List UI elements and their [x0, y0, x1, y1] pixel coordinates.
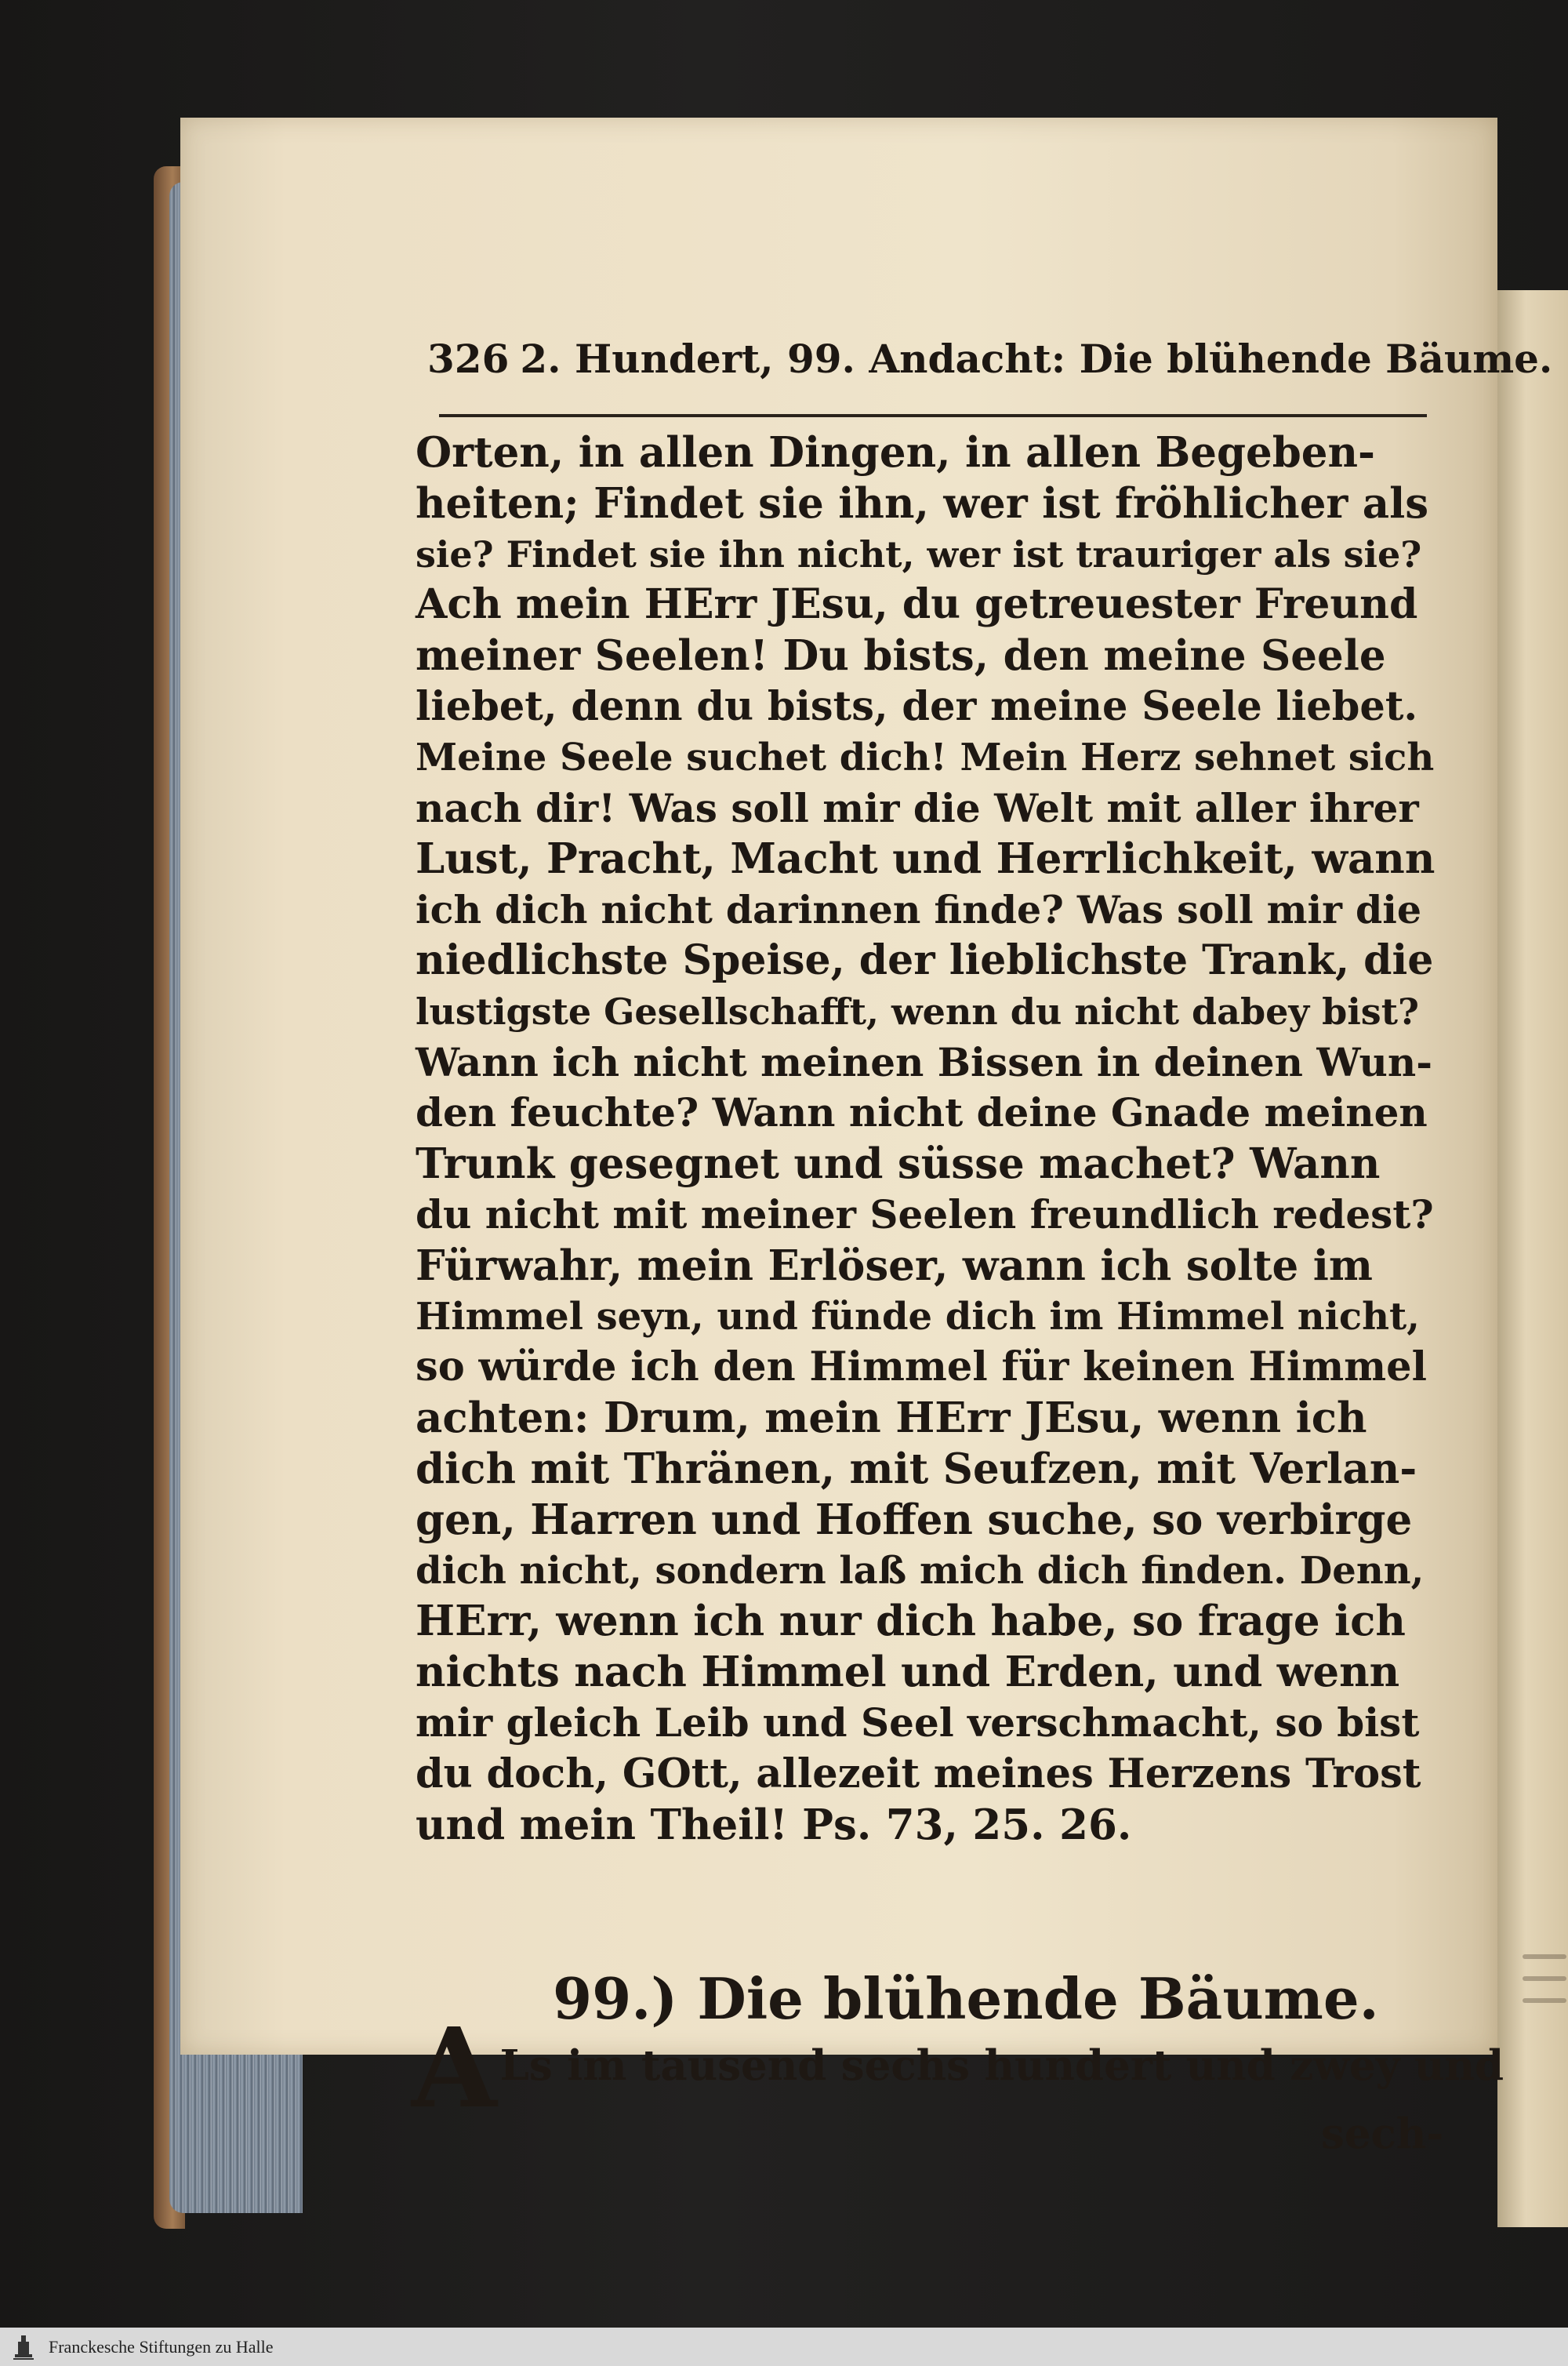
text-line: heiten; Findet sie ihn, wer ist fröhlicher als [416, 478, 1429, 528]
text-line: Trunk gesegnet und süsse machet? Wann [416, 1139, 1381, 1189]
catchword: sech- [1321, 2110, 1444, 2158]
text-line: niedlichste Speise, der lieblichste Trank, die [416, 936, 1434, 984]
institution-logo-icon [8, 2331, 39, 2363]
text-line: ich dich nicht darinnen finde? Was soll mir die [416, 887, 1422, 933]
header-rule [439, 414, 1427, 417]
footer-bar [0, 2328, 1568, 2366]
running-header [427, 336, 1553, 391]
text-line: liebet, denn du bists, der meine Seele liebet. [416, 682, 1418, 730]
section-heading: 99.) Die blühende Bäume. [553, 1965, 1379, 2032]
facing-page-text-fragment [1523, 1937, 1566, 2031]
text-line: du doch, GOtt, allezeit meines Herzens Trost [416, 1750, 1421, 1797]
first-line-text: Ls im tausend sechs hundert und zwey und [499, 2041, 1504, 2090]
text-line: gen, Harren und Hoffen suche, so verbirge [416, 1495, 1413, 1544]
page-number: 326 [427, 336, 510, 382]
text-line: Himmel seyn, und fünde dich im Himmel nicht, [416, 1294, 1420, 1339]
text-line: dich nicht, sondern laß mich dich finden. Denn, [416, 1548, 1425, 1593]
text-line: Wann ich nicht meinen Bissen in deinen Wun- [416, 1038, 1432, 1085]
text-line: sie? Findet sie ihn nicht, wer ist trauriger als sie? [416, 532, 1422, 576]
text-line: Fürwahr, mein Erlöser, wann ich solte im [416, 1241, 1373, 1290]
text-line: Lust, Pracht, Macht und Herrlichkeit, wann [416, 834, 1436, 884]
dropcap: A [412, 2004, 497, 2133]
text-line: Ach mein HErr JEsu, du getreuester Freund [416, 580, 1418, 629]
text-line: achten: Drum, mein HErr JEsu, wenn ich [416, 1394, 1367, 1443]
institution-name: Franckesche Stiftungen zu Halle [49, 2336, 274, 2357]
text-line: Meine Seele suchet dich! Mein Herz sehnet sich [416, 735, 1435, 780]
text-line: Orten, in allen Dingen, in allen Begeben- [416, 428, 1376, 477]
text-line: mir gleich Leib und Seel verschmacht, so bist [416, 1699, 1420, 1746]
first-line [412, 2004, 1504, 2133]
text-line: und mein Theil! Ps. 73, 25. 26. [416, 1800, 1132, 1849]
body-text [416, 427, 1435, 1850]
running-title: 2. Hundert, 99. Andacht: Die blühende Bäume. [520, 336, 1553, 382]
text-line: nichts nach Himmel und Erden, und wenn [416, 1648, 1400, 1697]
text-line: nach dir! Was soll mir die Welt mit aller ihrer [416, 784, 1419, 831]
text-line: den feuchte? Wann nicht deine Gnade meinen [416, 1089, 1428, 1136]
text-line: meiner Seelen! Du bists, den meine Seele [416, 631, 1386, 681]
text-line: HErr, wenn ich nur dich habe, so frage ich [416, 1597, 1406, 1646]
text-line: lustigste Gesellschafft, wenn du nicht dabey bist? [416, 990, 1419, 1033]
text-line: so würde ich den Himmel für keinen Himmel [416, 1343, 1427, 1391]
text-line: du nicht mit meiner Seelen freundlich redest? [416, 1190, 1434, 1238]
text-line: dich mit Thränen, mit Seufzen, mit Verlan- [416, 1444, 1417, 1493]
